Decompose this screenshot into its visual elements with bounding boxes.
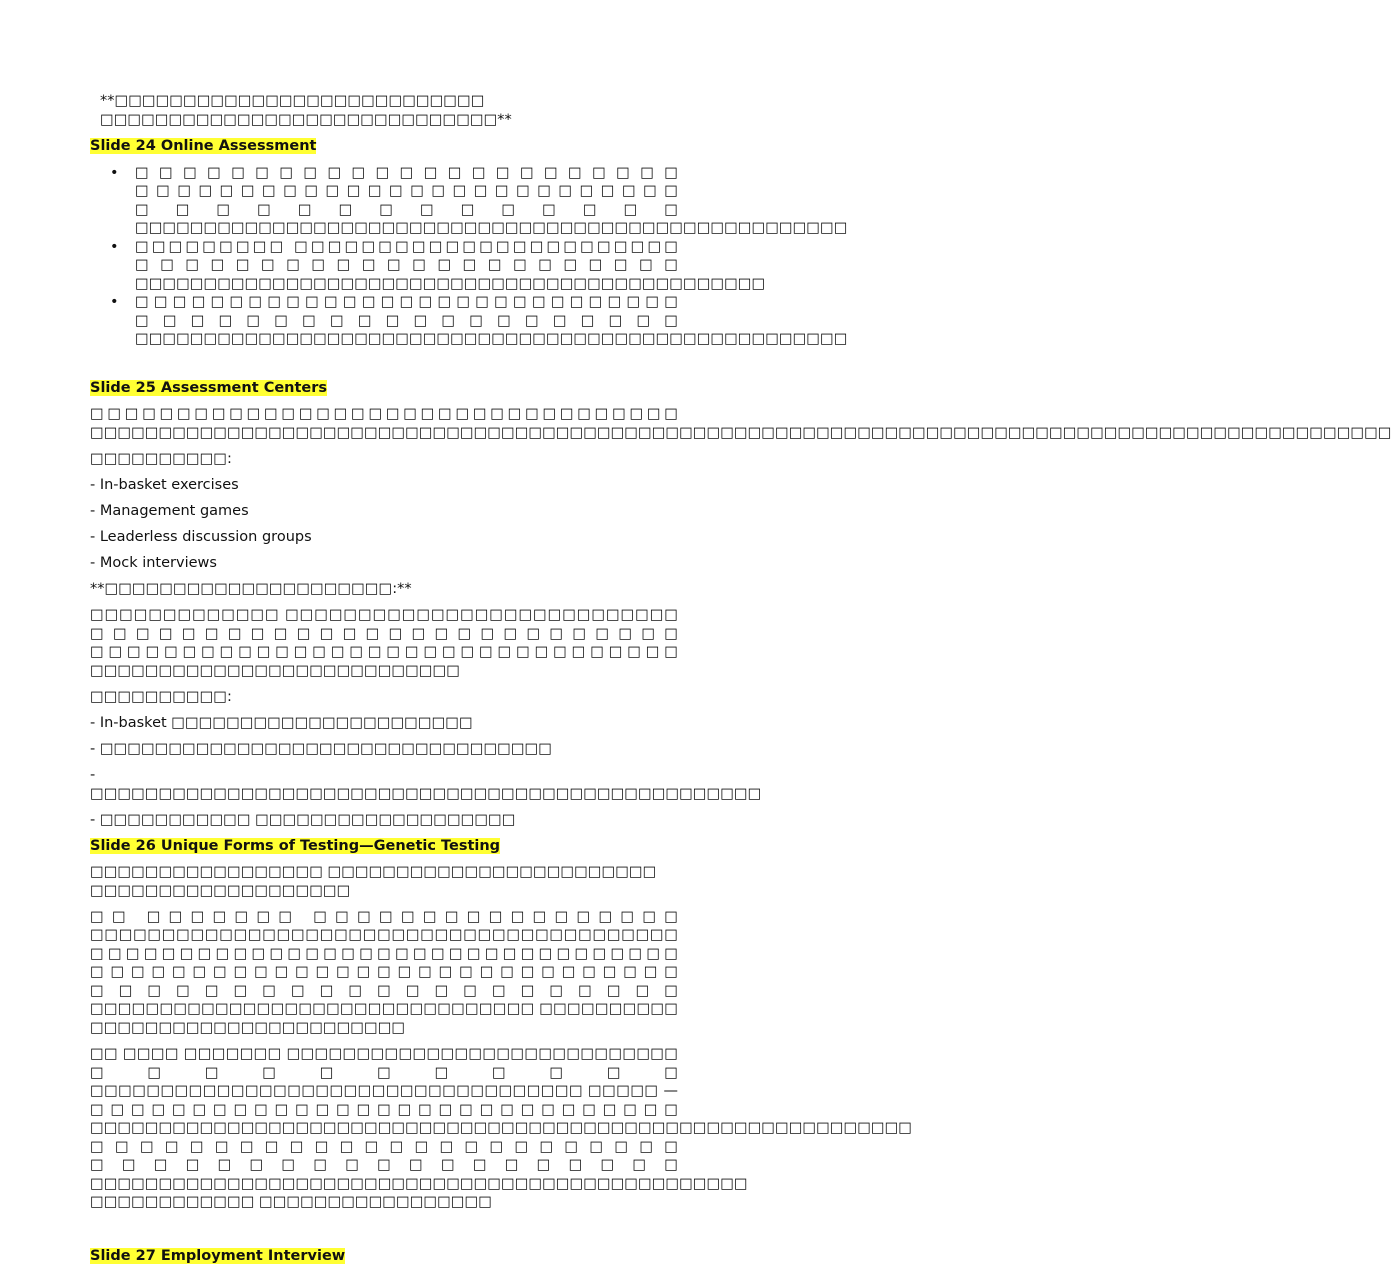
top-note: **□□□□□□□□□□□□□□□□□□□□□□□□□□□ □□□□□□□□□□□□□□□□□□□□□□□□□□□□□**	[90, 92, 678, 129]
examples-label-translated: □□□□□□□□□□:	[90, 688, 678, 707]
slide-26-line: □□□□□□□□□□□□□□□□□ □□□□□□□□□□□□□□□□□□□□□□□□ □□□□□□□□□□□□□□□□□□□	[90, 863, 678, 900]
translation-paragraph: □□□□□□□□□□□□□ □□□□□□□□□□□□□□□□□□□□□□□□□□□ □□□□□□□□□□□□□□□□□□□□□□□□□□ □□□□□□□□□□□□□□□□□□□□□□□□□□□□□□□□ □□□□□□□□□□□□□□□□□□□□□□□□□□□	[90, 606, 678, 680]
example-item-translated: - In-basket □□□□□□□□□□□□□□□□□□□□□□	[90, 714, 678, 733]
slide-26-paragraph-2: □□ □□□□ □□□□□□□ □□□□□□□□□□□□□□□□□□□□□□□□□□□□ □□□□□□□□□□□ □□□□□□□□□□□□□□□□□□□□□□□□□□□□□□□□□□□ □□□□□ — □□□□□□□□□□□□□□□□□□□□□□□□□□□□□ □□□□□□□□□□□□□□□□□□□□□□□□□□□□□□□□□□□□□□□□□□□□□□□□□□□□□□□□□□□□ □□□□□□□□□□□□□□□□□□□□□□□□ □□□□□□□□□□□□□□□□□□□ □□□□□□□□□□□□□□□□□□□□□□□□□□□□□□□□□□□□□□□□□□□□□□□□ □□□□□□□□□□□□ □□□□□□□□□□□□□□□□□	[90, 1045, 678, 1212]
bullet-text: □□□□□□□□□□□□□□□□□□□□□□□□□□□□□ □□□□□□□□□□□□□□□□□□□□ □□□□□□□□□□□□□□□□□□□□□□□□□□□□□□□□□□□□□□□□□□□□□□□□□□□□	[135, 294, 847, 347]
list-item	[90, 164, 678, 238]
slide-25-heading: Slide 25 Assessment Centers	[90, 380, 327, 396]
translation-label: **□□□□□□□□□□□□□□□□□□□□□:**	[90, 580, 678, 599]
list-item	[90, 293, 678, 349]
document-page	[0, 0, 768, 1024]
example-item-translated: - □□□□□□□□□□□□□□□□□□□□□□□□□□□□□□□□□	[90, 740, 678, 759]
slide-26-paragraph-1: □□ □□□□□□□ □□□□□□□□□□□□□□□□□ □□□□□□□□□□□□□□□□□□□□□□□□□□□□□□□□□□□□□□□□□ □□□□□□□□□□□□□□□□□□□□□□□□□□□□□□□□□ □□□□□□□□□□□□□□□□□□□□□□□□□□□□□ □□□□□□□□□□□□□□□□□□□□□ □□□□□□□□□□□□□□□□□□□□□□□□□□□□□□□□ □□□□□□□□□□ □□□□□□□□□□□□□□□□□□□□□□□	[90, 908, 678, 1038]
slide-26-heading-row	[90, 837, 678, 856]
examples-label: □□□□□□□□□□:	[90, 450, 678, 469]
slide-25-intro: □□□□□□□□□□□□□□□□□□□□□□□□□□□□□□□□□□ □□□□□□□□□□□□□□□□□□□□□□□□□□□□□□□□□□□□□□□□□□□□□□□□□□□□□□□□□□□□□□□□□□□□□□□□□□□□□□□□□□□□□□□□□□□□□□□	[90, 405, 678, 442]
example-item-translated: - □□□□□□□□□□□□□□□□□□□□□□□□□□□□□□□□□□□□□□□□□□□□□□□□□	[90, 766, 678, 803]
list-item	[90, 238, 678, 294]
slide-24-heading-row	[90, 137, 678, 156]
example-item: - Management games	[90, 502, 678, 521]
example-item: - Mock interviews	[90, 554, 678, 573]
slide-24-heading: Slide 24 Online Assessment	[90, 138, 316, 154]
example-item: - In-basket exercises	[90, 476, 678, 495]
bullet-text: □□□□□□□□□□□□□□□□□□□□□□□ □□□□□□□□□□□□□□□□□□□□□□□□□□ □□□□□□□□□□□□□□ □□□□□□□□□□□□□□□□□□□□□□□□□□□□□□□□□□□□□□□□□□□□□□□□□□□□	[135, 165, 847, 237]
bullet-icon: •	[110, 238, 119, 257]
bullet-text: □□□□□□□□□ □□□□□□□□□□□□□□□□□□□□□□□ □□□□□□□□□□□□□□□□□□□□□□ □□□□□□□□□□□□□□□□□□□□□□□□□□□□□□□□□□□□□□□□□□□□□□	[135, 239, 765, 292]
slide-27-heading: Slide 27 Employment Interview	[90, 1248, 345, 1264]
bullet-icon: •	[110, 164, 119, 183]
slide-25-heading-row	[90, 379, 678, 398]
example-item: - Leaderless discussion groups	[90, 528, 678, 547]
example-item-translated: - □□□□□□□□□□□ □□□□□□□□□□□□□□□□□□□	[90, 811, 678, 830]
bullet-icon: •	[110, 293, 119, 312]
slide-27-heading-row	[90, 1247, 678, 1265]
slide-26-heading: Slide 26 Unique Forms of Testing—Genetic Testing	[90, 838, 500, 854]
slide-24-bullet-list	[90, 164, 678, 349]
